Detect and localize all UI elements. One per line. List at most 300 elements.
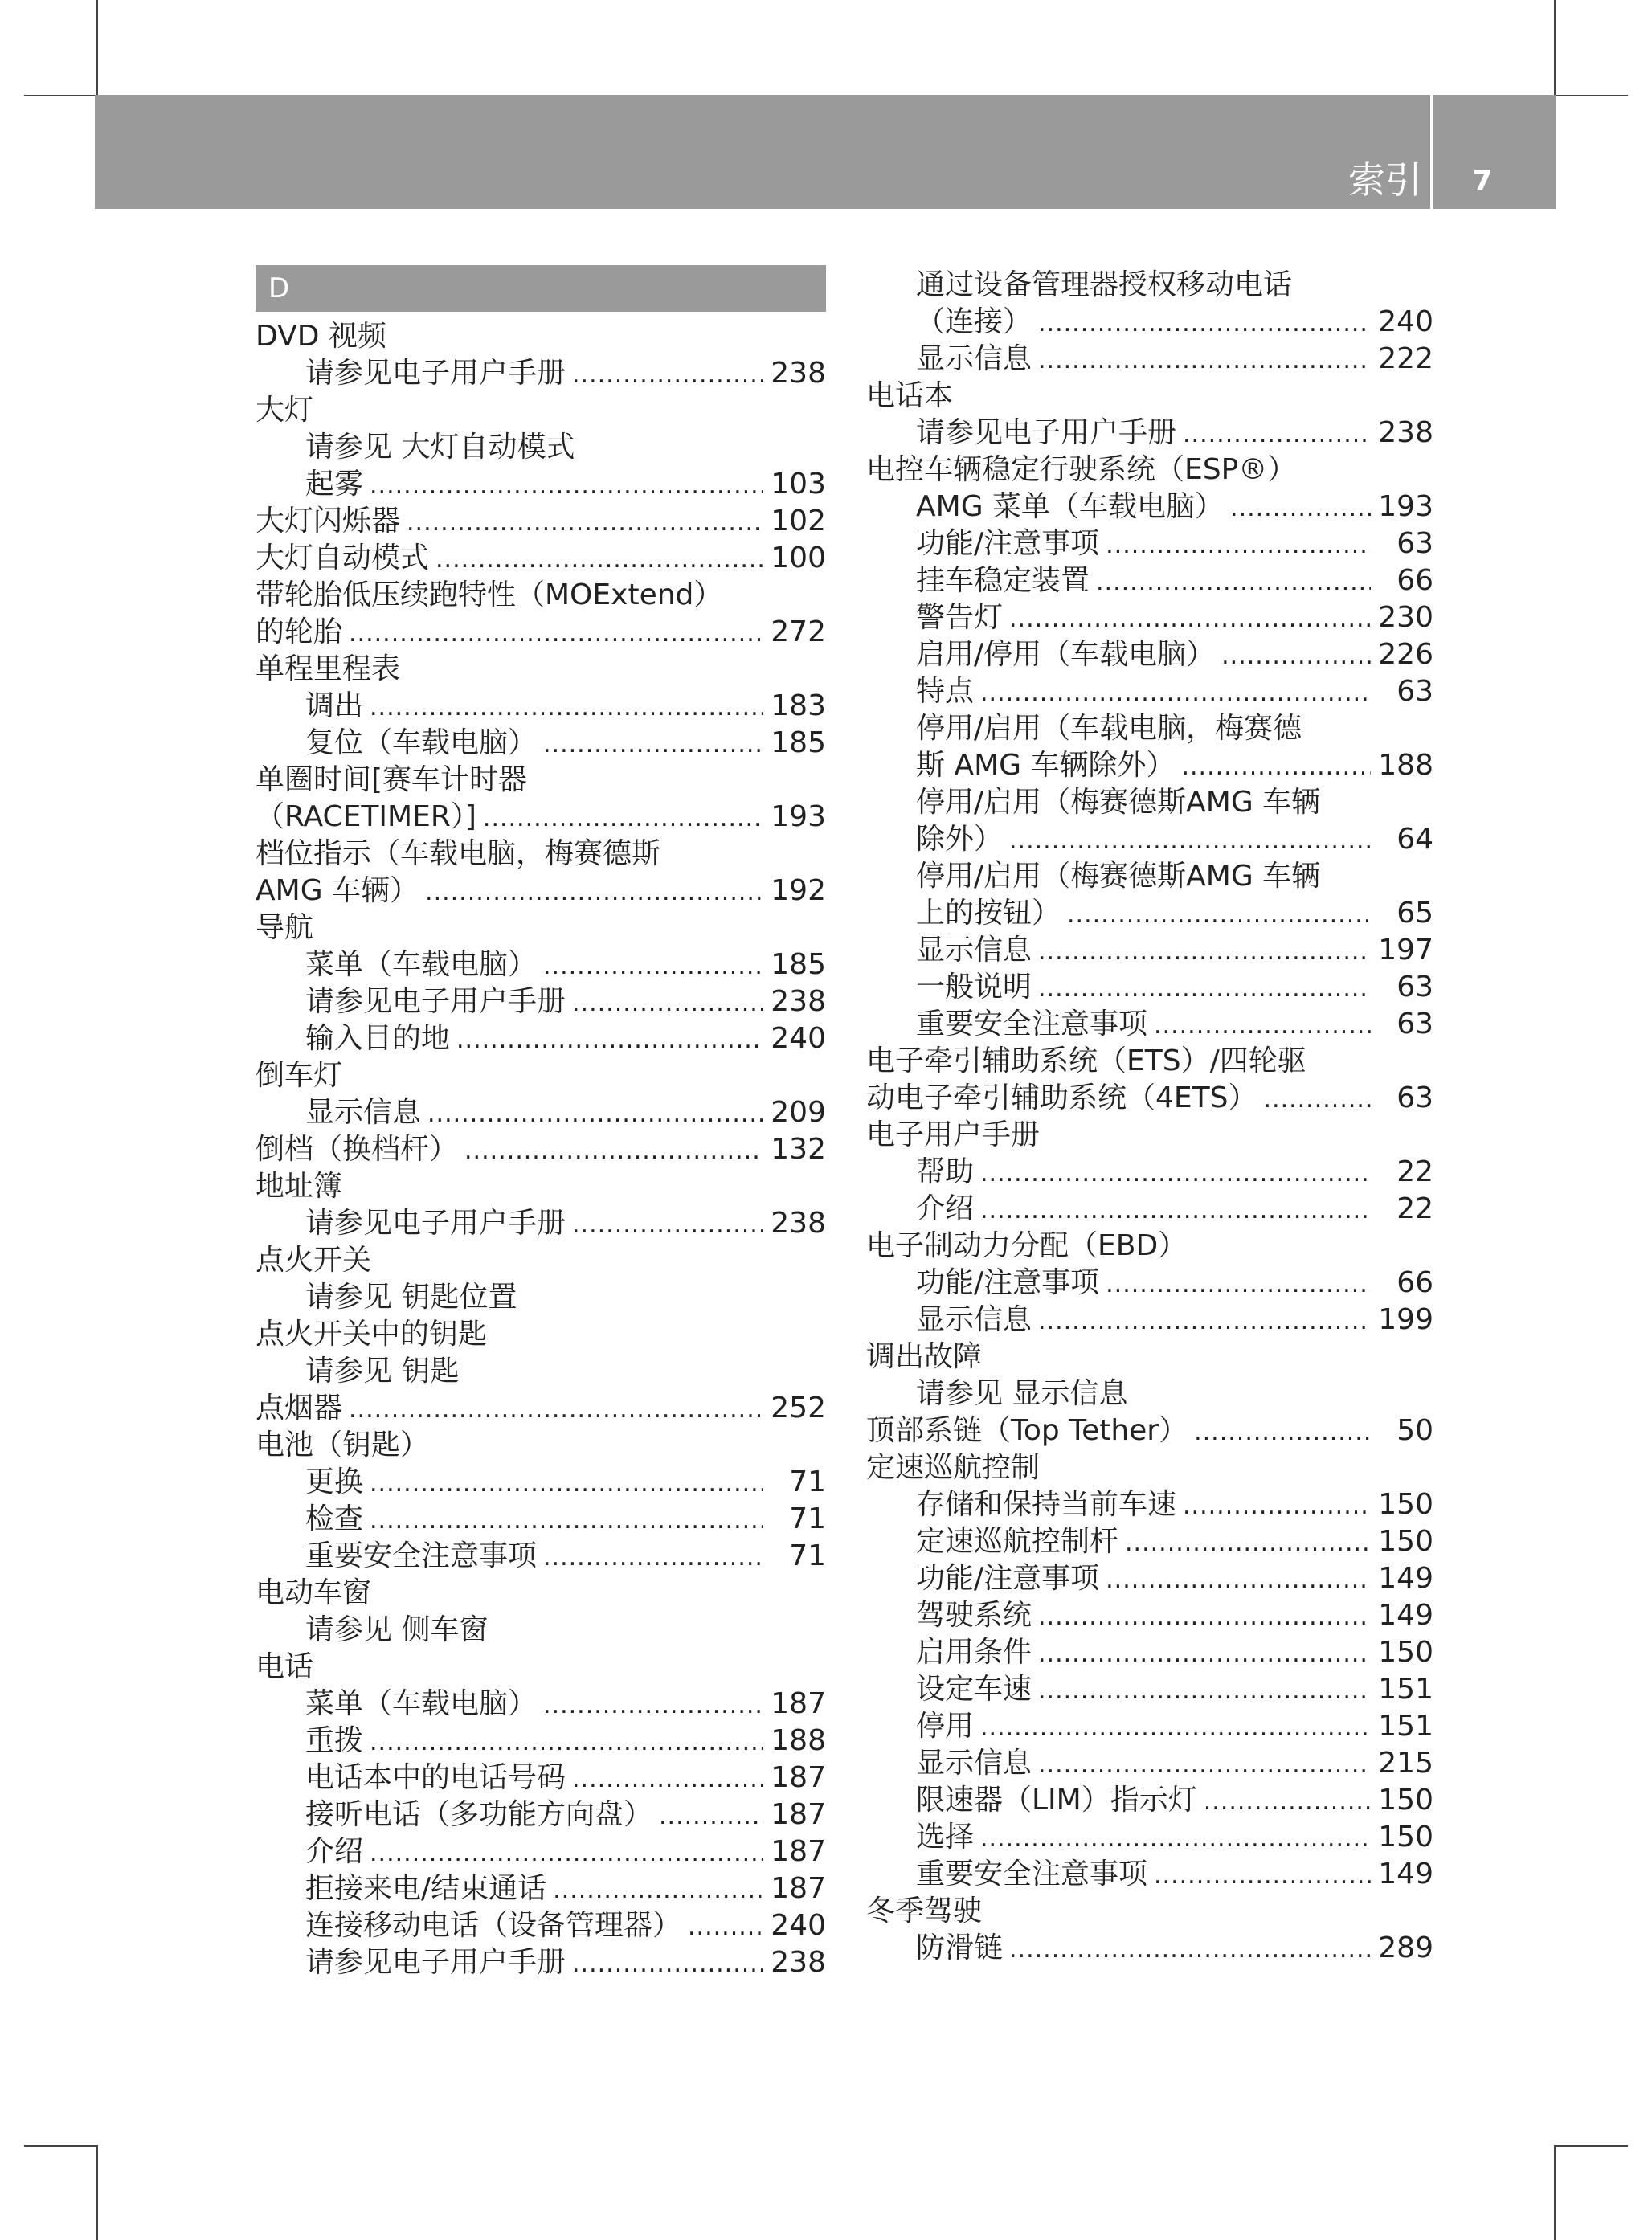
index-entry-page: 238 [771, 1946, 826, 1979]
index-entry [256, 1686, 826, 1723]
index-entry-label: 的轮胎 [256, 615, 343, 648]
index-entry-label: 警告灯 [916, 601, 1004, 634]
crop-mark [24, 2145, 96, 2147]
crop-mark [1554, 2145, 1556, 2240]
dot-leader [1106, 527, 1371, 564]
index-entry-page: 63 [1396, 1008, 1433, 1040]
dot-leader [1038, 1673, 1371, 1710]
index-entry [866, 562, 1433, 599]
crop-mark [96, 2145, 98, 2240]
index-entry [866, 1893, 1433, 1930]
index-entry-label: 地址簿 [256, 1170, 343, 1203]
crop-mark [24, 95, 96, 96]
index-entry-page: 71 [789, 1465, 826, 1498]
index-entry-page: 150 [1378, 1525, 1433, 1558]
index-entry-page: 185 [771, 948, 826, 981]
dot-leader [1154, 1858, 1371, 1895]
index-entry-label: 请参见电子用户手册 [305, 357, 566, 390]
index-entry-label: 大灯闪烁器 [256, 505, 401, 538]
index-entry-label: 请参见电子用户手册 [305, 1207, 566, 1240]
index-entry [866, 1597, 1433, 1634]
index-entry [866, 1043, 1433, 1080]
dot-leader [980, 1710, 1371, 1747]
index-entry [256, 1279, 826, 1316]
dot-leader [435, 542, 763, 578]
index-entry [256, 762, 826, 799]
dot-leader [349, 1392, 763, 1429]
index-entry-page: 150 [1378, 1821, 1433, 1854]
index-entry-label: AMG 车辆） [256, 874, 419, 907]
index-entry [256, 1538, 826, 1575]
index-entry-label: 菜单（车载电脑） [305, 948, 538, 981]
index-entry-page: 187 [771, 1835, 826, 1868]
index-entry [866, 378, 1433, 415]
dot-leader [688, 1909, 763, 1946]
dot-leader [407, 505, 763, 542]
dot-leader [1038, 1599, 1371, 1636]
index-entry [256, 466, 826, 503]
index-entry [866, 1486, 1433, 1523]
index-entry [256, 1094, 826, 1131]
index-entry-label: 电子用户手册 [866, 1118, 1041, 1151]
index-entry [256, 873, 826, 909]
index-entry-label: 导航 [256, 911, 314, 944]
index-entry-label: 帮助 [916, 1155, 975, 1188]
index-entry-page: 197 [1378, 934, 1433, 967]
index-entry [256, 1390, 826, 1427]
index-entry-label: 停用 [916, 1710, 975, 1743]
index-entry-label: 功能/注意事项 [916, 1562, 1100, 1595]
dot-leader [1183, 1488, 1371, 1525]
index-entry [866, 673, 1433, 710]
index-entry [256, 1316, 826, 1353]
dot-leader [1183, 416, 1371, 453]
index-entry-page: 63 [1396, 971, 1433, 1004]
index-entry-label: 请参见 大灯自动模式 [305, 431, 575, 464]
index-entry-label: 存储和保持当前车速 [916, 1488, 1177, 1521]
index-entry-label: 上的按钮） [916, 897, 1061, 930]
index-entry [866, 1930, 1433, 1967]
index-entry-page: 187 [771, 1687, 826, 1720]
index-entry [866, 1634, 1433, 1671]
index-entry [866, 858, 1433, 895]
index-entry [256, 1353, 826, 1390]
index-entry-page: 238 [771, 1207, 826, 1240]
index-entry [866, 1339, 1433, 1375]
index-entry-page: 66 [1396, 1266, 1433, 1299]
index-entry-label: 定速巡航控制杆 [916, 1525, 1119, 1558]
index-entry [256, 503, 826, 540]
index-entry-page: 151 [1378, 1710, 1433, 1743]
index-entry-page: 22 [1396, 1192, 1433, 1225]
index-entry-page: 150 [1378, 1636, 1433, 1669]
index-entry-page: 63 [1396, 1081, 1433, 1114]
index-entry [866, 821, 1433, 858]
dot-leader [1106, 1562, 1371, 1599]
index-entry [866, 1708, 1433, 1745]
dot-leader [1125, 1525, 1371, 1562]
index-entry-page: 150 [1378, 1488, 1433, 1521]
index-entry-page: 71 [789, 1539, 826, 1572]
page-title: 索引 [1348, 158, 1422, 202]
index-entry-page: 289 [1378, 1931, 1433, 1964]
index-entry [866, 341, 1433, 378]
index-entry-label: 电子制动力分配（EBD） [866, 1229, 1188, 1262]
dot-leader [1181, 749, 1371, 786]
dot-leader [572, 357, 763, 394]
index-entry-label: 起雾 [305, 468, 364, 501]
index-entry [866, 1671, 1433, 1708]
index-entry-page: 188 [771, 1724, 826, 1757]
index-entry-page: 240 [771, 1022, 826, 1055]
index-entry-label: DVD 视频 [256, 320, 386, 353]
index-entry [256, 1464, 826, 1501]
dot-leader [659, 1798, 763, 1835]
index-entry [866, 636, 1433, 673]
dot-leader [1230, 490, 1371, 527]
index-entry-label: 倒档（换档杆） [256, 1133, 459, 1166]
index-entry-label: 点烟器 [256, 1392, 343, 1425]
index-entry-label: 大灯 [256, 394, 314, 427]
index-entry [256, 392, 826, 429]
index-entry [256, 1242, 826, 1279]
index-entry-page: 215 [1378, 1747, 1433, 1780]
index-entry [256, 1723, 826, 1760]
index-entry-label: 定速巡航控制 [866, 1451, 1041, 1484]
index-entry-label: （RACETIMER）] [256, 800, 476, 833]
index-entry-label: 调出故障 [866, 1340, 983, 1373]
index-entry-page: 209 [771, 1096, 826, 1129]
index-entry [866, 1745, 1433, 1782]
index-list-right [866, 267, 1433, 1967]
index-entry-label: 输入目的地 [305, 1022, 451, 1055]
index-entry-label: 停用/启用（梅赛德斯AMG 车辆 [916, 786, 1321, 819]
index-entry [256, 1427, 826, 1464]
index-entry-label: 显示信息 [916, 1303, 1032, 1336]
index-entry-label: 菜单（车载电脑） [305, 1687, 538, 1720]
crop-mark [1554, 0, 1556, 95]
index-entry-label: 点火开关中的钥匙 [256, 1318, 488, 1351]
index-entry [256, 1020, 826, 1057]
index-entry-label: 限速器（LIM）指示灯 [916, 1784, 1197, 1817]
dot-leader [980, 1192, 1371, 1229]
index-entry [256, 836, 826, 873]
index-entry [256, 983, 826, 1020]
index-entry-label: 带轮胎低压续跑特性（MOExtend） [256, 578, 723, 611]
index-entry-page: 226 [1378, 638, 1433, 671]
index-entry-page: 199 [1378, 1303, 1433, 1336]
index-entry-label: 停用/启用（车载电脑，梅赛德 [916, 712, 1302, 745]
index-entry-label: 重拨 [305, 1724, 364, 1757]
index-entry [256, 1649, 826, 1686]
index-entry-label: 调出 [305, 689, 364, 722]
index-entry-label: 重要安全注意事项 [916, 1008, 1148, 1040]
index-entry-label: 除外） [916, 823, 1004, 856]
index-entry-page: 183 [771, 689, 826, 722]
index-entry [256, 1944, 826, 1981]
index-entry [866, 488, 1433, 525]
dot-leader [483, 800, 763, 837]
index-entry-label: 拒接来电/结束通话 [305, 1872, 547, 1905]
dot-leader [1154, 1008, 1371, 1044]
index-column-left [256, 265, 826, 1981]
index-entry-page: 238 [771, 357, 826, 390]
dot-leader [543, 948, 763, 985]
index-entry [866, 1375, 1433, 1412]
index-entry-label: 介绍 [916, 1192, 975, 1225]
index-entry-label: 显示信息 [305, 1096, 422, 1129]
dot-leader [370, 468, 763, 505]
index-entry-page: 252 [771, 1392, 826, 1425]
header-divider [1430, 95, 1433, 209]
index-entry [256, 614, 826, 651]
dot-leader [572, 1761, 763, 1798]
index-entry [866, 1449, 1433, 1486]
index-entry-page: 222 [1378, 342, 1433, 375]
index-entry-label: 选择 [916, 1821, 975, 1854]
index-entry-label: 单程里程表 [256, 652, 401, 685]
index-entry-label: 请参见 钥匙 [305, 1355, 460, 1388]
index-entry-label: 斯 AMG 车辆除外） [916, 749, 1176, 782]
index-entry [256, 540, 826, 577]
dot-leader [370, 1724, 763, 1761]
dot-leader [370, 1835, 763, 1872]
dot-leader [572, 985, 763, 1022]
index-entry-label: 重要安全注意事项 [305, 1539, 538, 1572]
index-entry-label: 电话本 [866, 379, 954, 412]
index-entry [866, 1560, 1433, 1597]
index-entry-label: 动电子牵引辅助系统（4ETS） [866, 1081, 1257, 1114]
index-entry-page: 192 [771, 874, 826, 907]
index-entry [256, 946, 826, 983]
index-entry [256, 1168, 826, 1205]
index-entry [866, 784, 1433, 821]
dot-leader [980, 675, 1371, 712]
index-entry-label: 介绍 [305, 1835, 364, 1868]
index-entry [256, 688, 826, 725]
dot-leader [1038, 1636, 1371, 1673]
index-entry [866, 267, 1433, 304]
index-entry-page: 151 [1378, 1673, 1433, 1706]
index-entry-page: 188 [1378, 749, 1433, 782]
index-entry-label: 单圈时间[赛车计时器 [256, 763, 528, 796]
index-entry [256, 1131, 826, 1168]
index-entry-page: 63 [1396, 675, 1433, 708]
index-entry [866, 1228, 1433, 1265]
index-entry-page: 149 [1378, 1562, 1433, 1595]
index-entry-label: （连接） [916, 305, 1032, 338]
index-entry-page: 272 [771, 615, 826, 648]
dot-leader [543, 1539, 763, 1576]
index-entry-page: 50 [1396, 1414, 1433, 1447]
index-entry [256, 1575, 826, 1612]
page-number: 7 [1472, 165, 1493, 198]
index-entry-label: 复位（车载电脑） [305, 726, 538, 759]
index-entry-page: 63 [1396, 527, 1433, 560]
index-entry [256, 1501, 826, 1538]
index-entry-page: 66 [1396, 564, 1433, 597]
index-entry-page: 238 [771, 985, 826, 1018]
index-entry [866, 304, 1433, 341]
index-entry-page: 240 [1378, 305, 1433, 338]
index-entry-label: AMG 菜单（车载电脑） [916, 490, 1225, 523]
dot-leader [1009, 601, 1371, 638]
index-entry-page: 132 [771, 1133, 826, 1166]
index-entry-label: 显示信息 [916, 1747, 1032, 1780]
index-entry-page: 100 [771, 542, 826, 574]
index-entry [256, 318, 826, 355]
dot-leader [456, 1022, 763, 1059]
index-entry [256, 1796, 826, 1833]
index-entry-page: 149 [1378, 1599, 1433, 1632]
dot-leader [370, 1465, 763, 1502]
index-entry-label: 请参见 侧车窗 [305, 1613, 489, 1646]
index-entry-label: 启用条件 [916, 1636, 1032, 1669]
dot-leader [1221, 638, 1371, 675]
index-entry [866, 1154, 1433, 1191]
index-entry [866, 599, 1433, 636]
index-entry-label: 电池（钥匙） [256, 1429, 430, 1461]
index-entry-page: 238 [1378, 416, 1433, 449]
index-entry-page: 150 [1378, 1784, 1433, 1817]
index-entry-page: 187 [771, 1761, 826, 1794]
dot-leader [980, 1155, 1371, 1192]
index-entry-label: 请参见电子用户手册 [916, 416, 1177, 449]
index-entry-label: 驾驶系统 [916, 1599, 1032, 1632]
index-entry-label: 设定车速 [916, 1673, 1032, 1706]
index-entry [256, 725, 826, 762]
index-entry [866, 415, 1433, 452]
index-entry-label: 请参见电子用户手册 [305, 985, 566, 1018]
index-entry-label: 一般说明 [916, 971, 1032, 1004]
dot-leader [1038, 1303, 1371, 1340]
index-entry [256, 651, 826, 688]
index-entry-page: 193 [771, 800, 826, 833]
dot-leader [1204, 1784, 1371, 1821]
dot-leader [1038, 971, 1371, 1008]
section-letter: D [256, 265, 826, 312]
index-entry-label: 请参见 显示信息 [916, 1377, 1128, 1410]
dot-leader [980, 1821, 1371, 1858]
index-entry-page: 193 [1378, 490, 1433, 523]
index-entry-label: 检查 [305, 1502, 364, 1535]
dot-leader [425, 874, 763, 911]
index-entry-label: 更换 [305, 1465, 364, 1498]
index-entry-page: 240 [771, 1909, 826, 1942]
dot-leader [543, 726, 763, 763]
index-entry [866, 747, 1433, 784]
index-entry-label: 顶部系链（Top Tether） [866, 1414, 1188, 1447]
index-entry-page: 102 [771, 505, 826, 538]
index-entry [866, 1302, 1433, 1339]
index-entry-label: 功能/注意事项 [916, 527, 1100, 560]
index-entry-label: 接听电话（多功能方向盘） [305, 1798, 653, 1831]
dot-leader [1038, 934, 1371, 971]
index-entry-page: 230 [1378, 601, 1433, 634]
crop-mark [1556, 2145, 1628, 2147]
dot-leader [553, 1872, 763, 1909]
index-entry-label: 档位指示（车载电脑，梅赛德斯 [256, 837, 661, 870]
index-entry-page: 103 [771, 468, 826, 501]
index-entry [866, 1191, 1433, 1228]
index-entry [866, 969, 1433, 1006]
index-entry-label: 通过设备管理器授权移动电话 [916, 268, 1293, 301]
index-entry [866, 1117, 1433, 1154]
index-entry-page: 149 [1378, 1858, 1433, 1891]
index-entry-label: 请参见 钥匙位置 [305, 1281, 517, 1314]
dot-leader [349, 615, 763, 652]
index-entry-label: 启用/停用（车载电脑） [916, 638, 1216, 671]
index-entry-label: 显示信息 [916, 934, 1032, 967]
index-entry [866, 1006, 1433, 1043]
index-entry [256, 1057, 826, 1094]
index-entry-page: 64 [1396, 823, 1433, 856]
dot-leader [1038, 342, 1371, 379]
index-entry-label: 电话 [256, 1650, 314, 1683]
dot-leader [1038, 1747, 1371, 1784]
crop-mark [1556, 95, 1628, 96]
dot-leader [370, 1502, 763, 1539]
dot-leader [1106, 1266, 1371, 1303]
index-entry [866, 932, 1433, 969]
index-entry-label: 大灯自动模式 [256, 542, 430, 574]
index-entry-label: 防滑链 [916, 1931, 1004, 1964]
crop-mark [96, 0, 98, 95]
index-entry-label: 倒车灯 [256, 1059, 343, 1092]
index-entry [256, 1833, 826, 1870]
index-entry-label: 点火开关 [256, 1244, 372, 1277]
index-entry [256, 1612, 826, 1649]
index-entry [256, 429, 826, 466]
index-entry [866, 1412, 1433, 1449]
dot-leader [370, 689, 763, 726]
index-entry [866, 1819, 1433, 1856]
index-entry [866, 1782, 1433, 1819]
index-entry-label: 特点 [916, 675, 975, 708]
index-entry [256, 1907, 826, 1944]
index-entry [866, 452, 1433, 488]
dot-leader [1009, 1931, 1371, 1968]
dot-leader [1067, 897, 1371, 934]
index-entry-label: 功能/注意事项 [916, 1266, 1100, 1299]
index-entry-label: 电子牵引辅助系统（ETS）/四轮驱 [866, 1044, 1306, 1077]
index-entry [256, 1870, 826, 1907]
dot-leader [464, 1133, 763, 1170]
index-entry-page: 22 [1396, 1155, 1433, 1188]
dot-leader [572, 1207, 763, 1244]
dot-leader [1038, 305, 1371, 342]
index-entry-label: 连接移动电话（设备管理器） [305, 1909, 682, 1942]
index-entry [256, 577, 826, 614]
index-entry [866, 1080, 1433, 1117]
index-entry-page: 187 [771, 1798, 826, 1831]
index-entry-label: 电动车窗 [256, 1576, 372, 1609]
index-entry [866, 1856, 1433, 1893]
index-entry-label: 重要安全注意事项 [916, 1858, 1148, 1891]
index-entry-label: 挂车稳定装置 [916, 564, 1090, 597]
index-entry [256, 355, 826, 392]
dot-leader [572, 1946, 763, 1983]
index-entry-label: 停用/启用（梅赛德斯AMG 车辆 [916, 860, 1321, 893]
dot-leader [543, 1687, 763, 1724]
index-entry-label: 电话本中的电话号码 [305, 1761, 566, 1794]
index-column-right [866, 267, 1433, 1967]
index-entry [256, 1205, 826, 1242]
dot-leader [1009, 823, 1371, 860]
dot-leader [1194, 1414, 1371, 1451]
index-entry-label: 冬季驾驶 [866, 1895, 983, 1927]
index-entry-page: 187 [771, 1872, 826, 1905]
